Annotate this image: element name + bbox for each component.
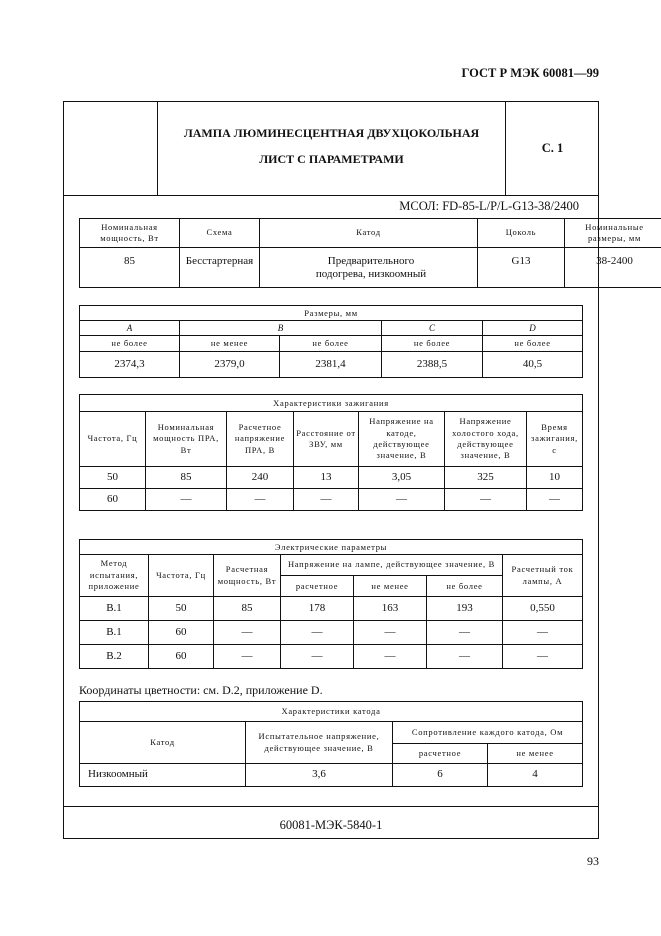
header-cell: Расстояние от ЗВУ, мм xyxy=(294,412,359,467)
sub-header: не более xyxy=(427,576,503,597)
cell: 4 xyxy=(488,764,583,787)
cell: 2374,3 xyxy=(80,352,180,378)
header-cell: Расчетный ток лампы, А xyxy=(503,555,583,597)
header-cell: Частота, Гц xyxy=(80,412,146,467)
divider xyxy=(157,101,158,196)
table-row xyxy=(80,764,583,787)
cell: 85 xyxy=(214,597,281,621)
cell: 193 xyxy=(427,597,503,621)
cell: В.2 xyxy=(80,645,149,669)
cell: 163 xyxy=(354,597,427,621)
title-line-2: ЛИСТ С ПАРАМЕТРАМИ xyxy=(259,152,404,166)
dimensions-table xyxy=(79,305,583,378)
cell: — xyxy=(294,489,359,511)
header-cell: Расчетное напряжение ПРА, В xyxy=(227,412,294,467)
general-table xyxy=(79,218,661,288)
cell: — xyxy=(281,645,354,669)
cell: 240 xyxy=(227,467,294,489)
sub-header: не менее xyxy=(354,576,427,597)
cell: G13 xyxy=(478,248,565,288)
page-number: 93 xyxy=(587,854,599,868)
ignition-table xyxy=(79,394,583,511)
cell: 3,05 xyxy=(359,467,445,489)
header-cell: Напряжение на лампе, действующее значение, В xyxy=(281,555,503,576)
cell: 6 xyxy=(393,764,488,787)
header-cell: Напряжение холостого хода, действующее значение, В xyxy=(445,412,527,467)
header-cell: Катод xyxy=(80,722,246,764)
cell: — xyxy=(427,621,503,645)
cell: 178 xyxy=(281,597,354,621)
cell: 2379,0 xyxy=(180,352,280,378)
table-row xyxy=(80,248,661,288)
header-cell: Номинальная мощность ПРА, Вт xyxy=(146,412,227,467)
cell: — xyxy=(445,489,527,511)
table-row xyxy=(80,645,583,669)
cell: В.1 xyxy=(80,621,149,645)
sub-header: не менее xyxy=(180,336,280,352)
cell: — xyxy=(503,645,583,669)
chromaticity-note: Координаты цветности: см. D.2, приложение D. xyxy=(79,683,323,697)
cell: — xyxy=(527,489,583,511)
table-row xyxy=(80,597,583,621)
cell: 60 xyxy=(149,645,214,669)
header-cell: Время зажигания, с xyxy=(527,412,583,467)
cell: 60 xyxy=(80,489,146,511)
group-header: D xyxy=(483,321,583,336)
table-caption: Характеристики катода xyxy=(80,702,583,722)
header-cell: Метод испытания, приложение xyxy=(80,555,149,597)
cell: 2381,4 xyxy=(280,352,382,378)
header-cell: Испытательное напряжение, действующее значение, В xyxy=(246,722,393,764)
table-caption: Электрические параметры xyxy=(80,540,583,555)
divider xyxy=(63,195,599,196)
lamp-designation: МСОЛ: FD-85-L/P/L-G13-38/2400 xyxy=(399,199,579,213)
group-header: C xyxy=(382,321,483,336)
group-header: A xyxy=(80,321,180,336)
sub-header: не более xyxy=(382,336,483,352)
cell: Предварительного подогрева, низкоомный xyxy=(260,248,478,288)
cell: — xyxy=(354,645,427,669)
cell: — xyxy=(354,621,427,645)
cell: 325 xyxy=(445,467,527,489)
header-cell: Напряжение на катоде, действующее значение, В xyxy=(359,412,445,467)
title-block xyxy=(63,101,599,196)
cell: 13 xyxy=(294,467,359,489)
group-header: B xyxy=(180,321,382,336)
cell: — xyxy=(359,489,445,511)
header-cell: Катод xyxy=(260,219,478,248)
table-row xyxy=(80,467,583,489)
cell: 0,550 xyxy=(503,597,583,621)
sub-header: не более xyxy=(80,336,180,352)
cell: 85 xyxy=(80,248,180,288)
footer-divider xyxy=(63,806,599,807)
header-cell: Частота, Гц xyxy=(149,555,214,597)
document-header: ГОСТ Р МЭК 60081—99 xyxy=(461,66,599,80)
cell: — xyxy=(214,645,281,669)
cell: 50 xyxy=(80,467,146,489)
cell: — xyxy=(281,621,354,645)
cell: Низкоомный xyxy=(80,764,246,787)
table-row xyxy=(80,621,583,645)
cell: — xyxy=(227,489,294,511)
sheet-number: С. 1 xyxy=(541,141,564,155)
cell: — xyxy=(427,645,503,669)
header-cell: Номинальная мощность, Вт xyxy=(80,219,180,248)
table-row xyxy=(80,352,583,378)
cell: 40,5 xyxy=(483,352,583,378)
table-caption: Характеристики зажигания xyxy=(80,395,583,412)
header-cell: Номинальные размеры, мм xyxy=(565,219,661,248)
cell: — xyxy=(503,621,583,645)
table-row xyxy=(80,489,583,511)
header-cell: Схема xyxy=(180,219,260,248)
cell: 60 xyxy=(149,621,214,645)
sub-header: не более xyxy=(280,336,382,352)
cell: — xyxy=(146,489,227,511)
sub-header: не более xyxy=(483,336,583,352)
title-line-1: ЛАМПА ЛЮМИНЕСЦЕНТНАЯ ДВУХЦОКОЛЬНАЯ xyxy=(183,126,480,140)
sub-header: расчетное xyxy=(281,576,354,597)
sub-header: не менее xyxy=(488,744,583,764)
header-cell: Сопротивление каждого катода, Ом xyxy=(393,722,583,744)
cell: Бесстартерная xyxy=(180,248,260,288)
cell: — xyxy=(214,621,281,645)
cell: 10 xyxy=(527,467,583,489)
cell: 85 xyxy=(146,467,227,489)
cell: 38-2400 xyxy=(565,248,661,288)
sub-header: расчетное xyxy=(393,744,488,764)
electrical-table xyxy=(79,539,583,669)
cell: 2388,5 xyxy=(382,352,483,378)
cell: В.1 xyxy=(80,597,149,621)
sheet-code: 60081-МЭК-5840-1 xyxy=(279,818,383,832)
header-cell: Расчетная мощность, Вт xyxy=(214,555,281,597)
cell: 3,6 xyxy=(246,764,393,787)
header-cell: Цоколь xyxy=(478,219,565,248)
cell: 50 xyxy=(149,597,214,621)
cathode-table xyxy=(79,701,583,787)
table-caption: Размеры, мм xyxy=(80,306,583,321)
